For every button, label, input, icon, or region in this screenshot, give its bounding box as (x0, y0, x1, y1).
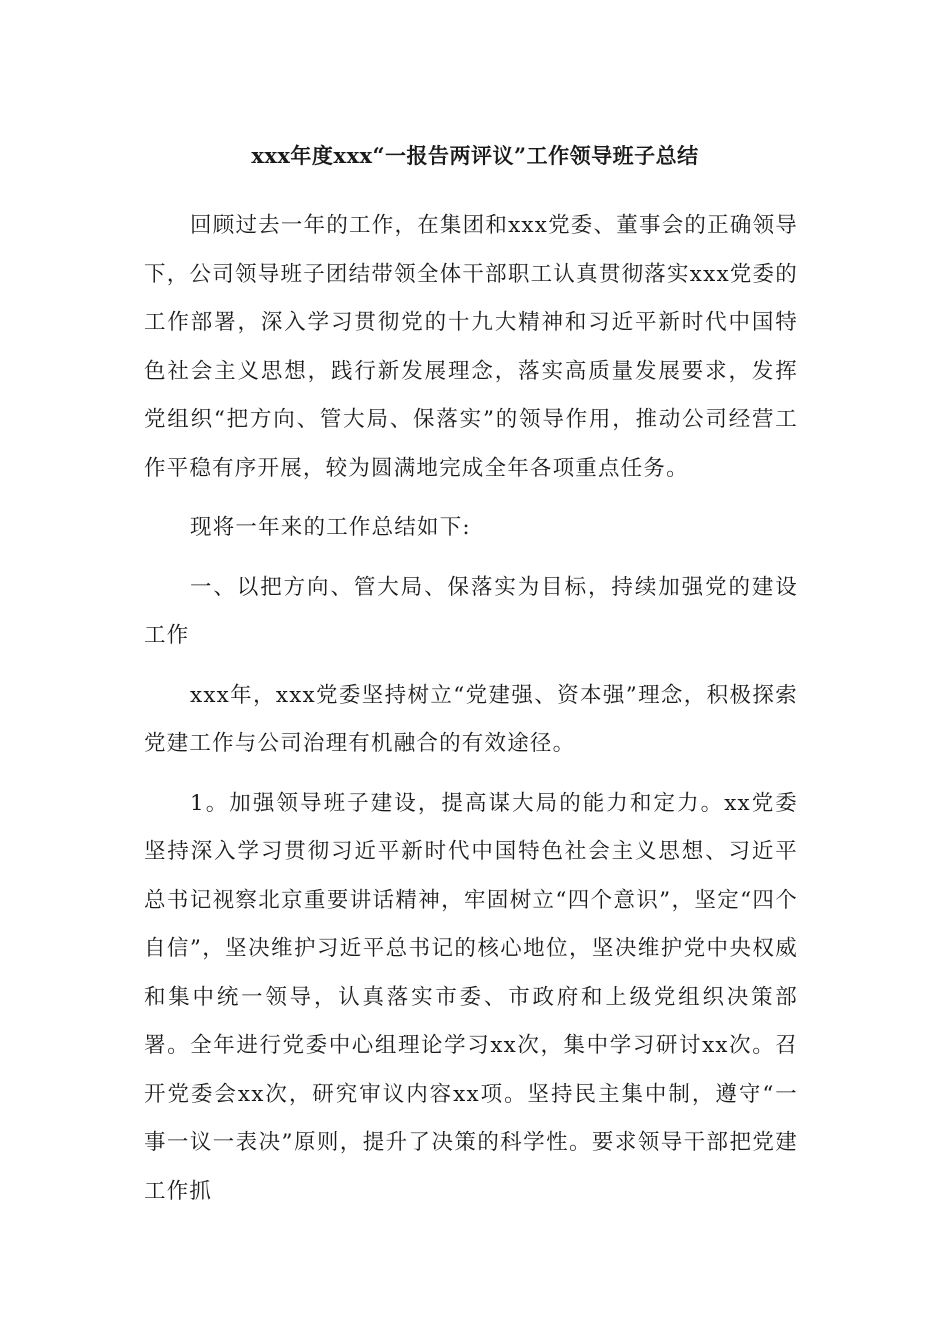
paragraph-summary-intro: 现将一年来的工作总结如下: (190, 515, 471, 540)
paragraph-party-building: xxx年，xxx党委坚持树立“党建强、资本强”理念，积极探索党建工作与公司治理有机融合的有效途径。 (144, 682, 798, 756)
paragraph-leadership: 1。加强领导班子建设，提高谋大局的能力和定力。xx党委坚持深入学习贯彻习近平新时代中国特色社会主义思想、习近平总书记视察北京重要讲话精神，牢固树立“四个意识”，坚定“四个自信”，坚决维护习近平总书记的核心地位，坚决维护党中央权威和集中统一领导，认真落实市委、市政府和上级党组织决策部署。全年进行党委中心组理论学习xx次，集中学习研讨xx次。召开党委会xx次，研究审议内容xx项。坚持民主集中制，遵守“一事一议一表决”原则，提升了决策的科学性。要求领导干部把党建工作抓 (144, 790, 798, 1204)
paragraph-review: 回顾过去一年的工作，在集团和xxx党委、董事会的正确领导下，公司领导班子团结带领全体干部职工认真贯彻落实xxx党委的工作部署，深入学习贯彻党的十九大精神和习近平新时代中国特色社会主义思想，践行新发展理念，落实高质量发展要求，发挥党组织“把方向、管大局、保落实”的领导作用，推动公司经营工作平稳有序开展，较为圆满地完成全年各项重点任务。 (144, 213, 798, 481)
document-title: xxx年度xxx“一报告两评议”工作领导班子总结 (251, 143, 699, 168)
document-body (144, 202, 798, 1216)
section-heading-1: 一、以把方向、管大局、保落实为目标，持续加强党的建设工作 (144, 574, 798, 648)
